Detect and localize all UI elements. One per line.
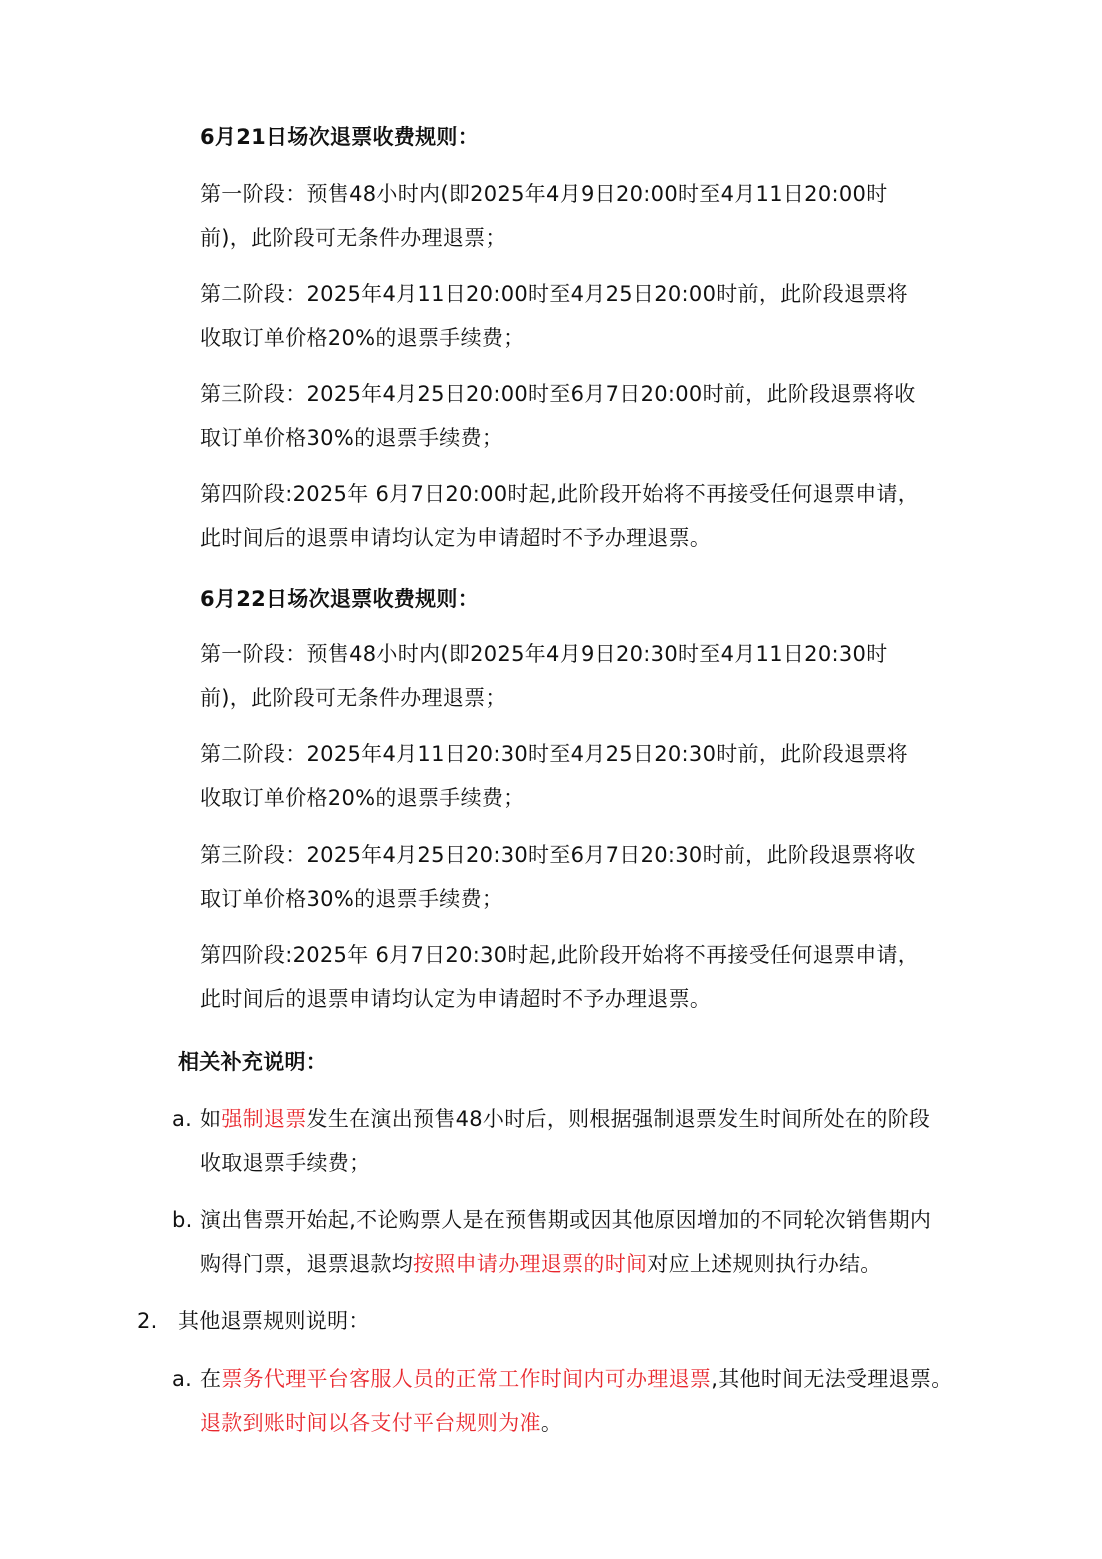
supplement-b-highlight: 按照申请办理退票的时间 xyxy=(413,1252,648,1276)
other-a-line1 xyxy=(200,1365,953,1393)
jun21-stage3-line2: 取订单价格30%的退票手续费； xyxy=(200,426,504,450)
other-a-marker: a. xyxy=(172,1367,193,1391)
section-title-jun21: 6月21日场次退票收费规则： xyxy=(200,125,480,149)
jun22-stage2-line1: 第二阶段：2025年4月11日20:30时至4月25日20:30时前，此阶段退票将 xyxy=(200,742,908,766)
other-a-highlight: 票务代理平台客服人员的正常工作时间内可办理退票 xyxy=(221,1367,712,1391)
other-title: 其他退票规则说明： xyxy=(178,1309,370,1333)
jun21-stage4-line1: 第四阶段:2025年 6月7日20:00时起,此阶段开始将不再接受任何退票申请， xyxy=(200,482,920,506)
jun21-stage2-line2: 收取订单价格20%的退票手续费； xyxy=(200,326,525,350)
supplement-a-line1 xyxy=(200,1105,930,1133)
jun21-stage1-line2: 前)，此阶段可无条件办理退票； xyxy=(200,226,507,250)
other-a-pre: 在 xyxy=(200,1367,222,1391)
jun22-stage4-line1: 第四阶段:2025年 6月7日20:30时起,此阶段开始将不再接受任何退票申请， xyxy=(200,943,920,967)
jun22-stage1-line2: 前)，此阶段可无条件办理退票； xyxy=(200,686,507,710)
supplement-b-line2 xyxy=(200,1250,882,1278)
supplement-title: 相关补充说明： xyxy=(178,1050,328,1074)
other-a-post: ,其他时间无法受理退票。 xyxy=(711,1367,953,1391)
supplement-b-marker: b. xyxy=(172,1208,193,1232)
section-title-jun22: 6月22日场次退票收费规则： xyxy=(200,587,480,611)
jun22-stage4-line2: 此时间后的退票申请均认定为申请超时不予办理退票。 xyxy=(200,987,712,1011)
supplement-a-marker: a. xyxy=(172,1107,193,1131)
supplement-a-post: 发生在演出预售48小时后，则根据强制退票发生时间所处在的阶段 xyxy=(306,1107,931,1131)
supplement-b-post: 对应上述规则执行办结。 xyxy=(647,1252,882,1276)
jun21-stage3-line1: 第三阶段：2025年4月25日20:00时至6月7日20:00时前，此阶段退票将收 xyxy=(200,382,916,406)
jun21-stage2-line1: 第二阶段：2025年4月11日20:00时至4月25日20:00时前，此阶段退票将 xyxy=(200,282,908,306)
supplement-a-highlight: 强制退票 xyxy=(221,1107,307,1131)
jun21-stage1-line1: 第一阶段：预售48小时内(即2025年4月9日20:00时至4月11日20:00时 xyxy=(200,182,888,206)
supplement-b-line1: 演出售票开始起,不论购票人是在预售期或因其他原因增加的不同轮次销售期内 xyxy=(200,1208,932,1232)
other-a-line2-highlight: 退款到账时间以各支付平台规则为准 xyxy=(200,1411,541,1435)
other-a-line2-post: 。 xyxy=(540,1411,563,1435)
jun22-stage2-line2: 收取订单价格20%的退票手续费； xyxy=(200,786,525,810)
supplement-b-pre: 购得门票，退票退款均 xyxy=(200,1252,413,1276)
supplement-a-line2: 收取退票手续费； xyxy=(200,1151,371,1175)
jun22-stage1-line1: 第一阶段：预售48小时内(即2025年4月9日20:30时至4月11日20:30时 xyxy=(200,642,888,666)
other-a-line2 xyxy=(200,1409,562,1437)
other-number: 2. xyxy=(137,1309,158,1333)
jun21-stage4-line2: 此时间后的退票申请均认定为申请超时不予办理退票。 xyxy=(200,526,712,550)
jun22-stage3-line1: 第三阶段：2025年4月25日20:30时至6月7日20:30时前，此阶段退票将收 xyxy=(200,843,916,867)
supplement-a-pre: 如 xyxy=(200,1107,222,1131)
jun22-stage3-line2: 取订单价格30%的退票手续费； xyxy=(200,887,504,911)
